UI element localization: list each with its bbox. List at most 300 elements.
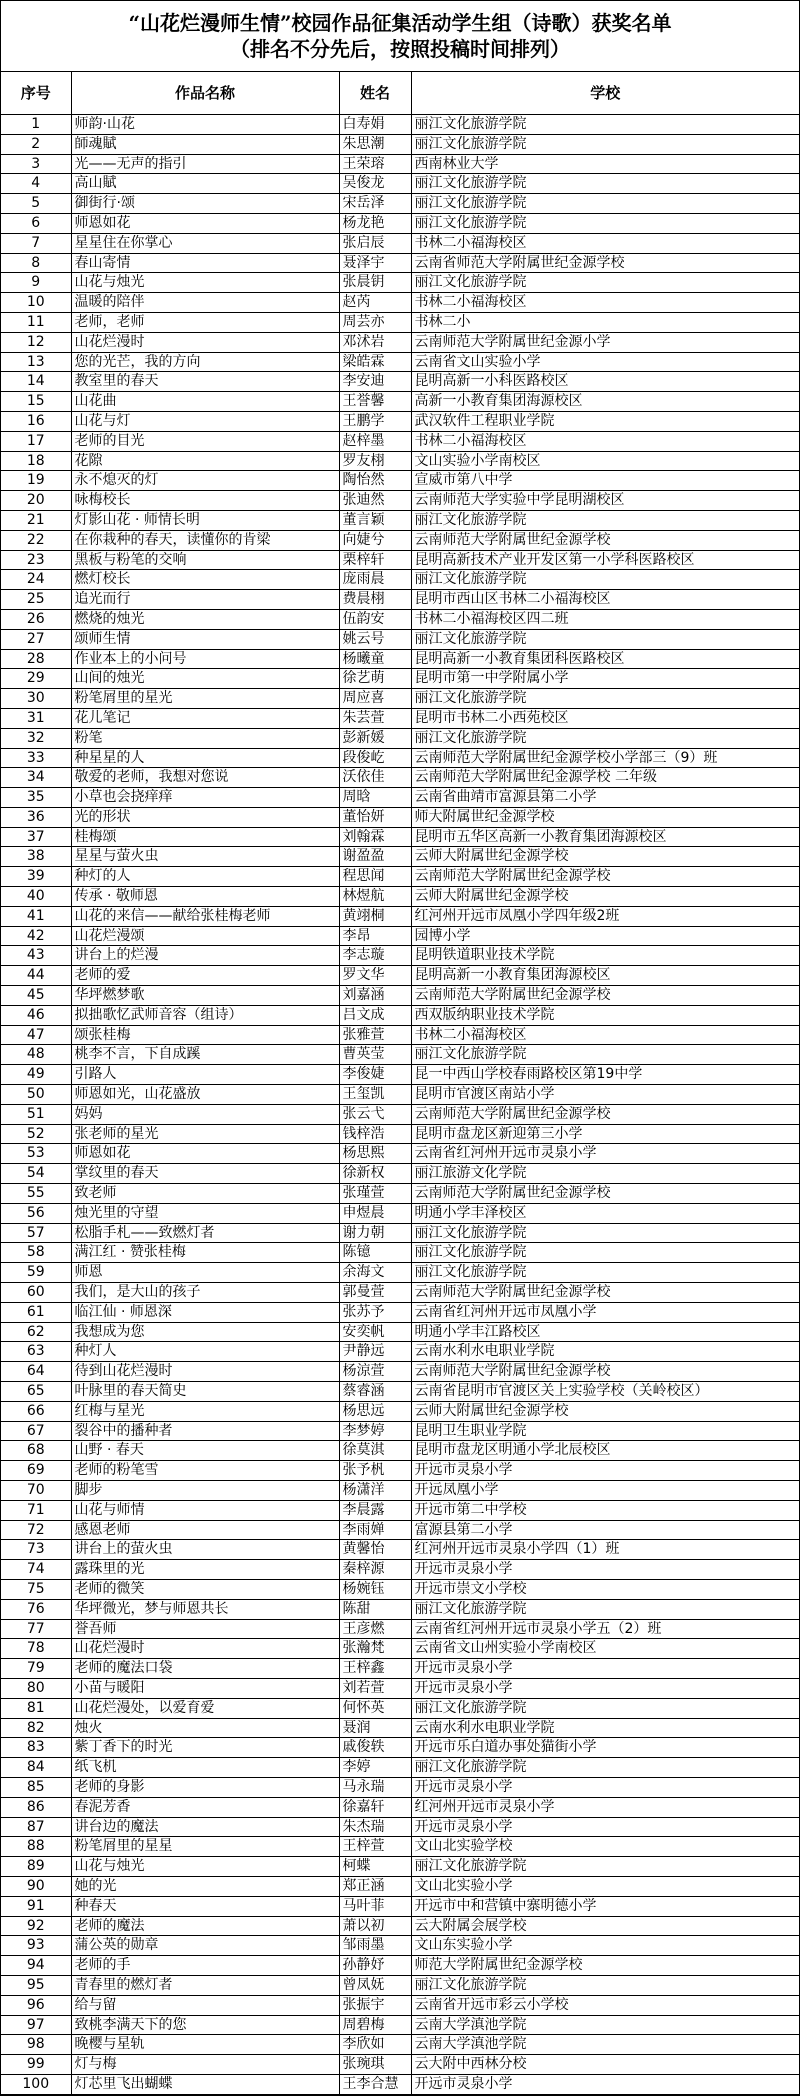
table-row [1, 570, 799, 590]
table-row [1, 2074, 799, 2094]
cell-name: 张瑾萱 [339, 1184, 411, 1204]
cell-name: 谢盈盈 [339, 847, 411, 867]
cell-name: 曾凤妩 [339, 1975, 411, 1995]
cell-work: 敬爱的老师，我想对您说 [71, 768, 339, 788]
table-row [1, 1916, 799, 1936]
cell-no: 18 [1, 451, 71, 471]
cell-name: 董言颖 [339, 510, 411, 530]
table-row [1, 293, 799, 313]
cell-name: 李晨露 [339, 1500, 411, 1520]
cell-school: 丽江文化旅游学院 [411, 1045, 799, 1065]
table-row [1, 1659, 799, 1679]
cell-name: 王李合慧 [339, 2074, 411, 2094]
cell-name: 邓沭岩 [339, 332, 411, 352]
cell-work: 粉笔 [71, 728, 339, 748]
cell-school: 昆明市西山区书林二小福海校区 [411, 590, 799, 610]
cell-school: 昆明市五华区高新一小教育集团海源校区 [411, 827, 799, 847]
table-row [1, 1401, 799, 1421]
table-row [1, 194, 799, 214]
cell-no: 52 [1, 1124, 71, 1144]
cell-name: 张苏予 [339, 1302, 411, 1322]
cell-work: 温暖的陪伴 [71, 293, 339, 313]
cell-school: 昆明市官渡区南站小学 [411, 1085, 799, 1105]
cell-school: 云师大附属世纪金源学校 [411, 887, 799, 907]
cell-no: 83 [1, 1738, 71, 1758]
cell-name: 李昂 [339, 926, 411, 946]
table-header-row [1, 72, 799, 115]
cell-school: 云南省曲靖市富源县第二小学 [411, 788, 799, 808]
cell-name: 马永瑞 [339, 1777, 411, 1797]
cell-school: 丽江文化旅游学院 [411, 174, 799, 194]
cell-no: 73 [1, 1540, 71, 1560]
cell-no: 66 [1, 1401, 71, 1421]
cell-school: 昆明高新一小教育集团科医路校区 [411, 649, 799, 669]
cell-no: 71 [1, 1500, 71, 1520]
cell-name: 罗文华 [339, 966, 411, 986]
cell-school: 云南师范大学附属世纪金源学校 [411, 986, 799, 1006]
table-row [1, 649, 799, 669]
cell-work: 传承 · 敬师恩 [71, 887, 339, 907]
table-row [1, 867, 799, 887]
cell-name: 吴俊龙 [339, 174, 411, 194]
cell-no: 81 [1, 1698, 71, 1718]
table-row [1, 115, 799, 135]
table-row [1, 966, 799, 986]
cell-no: 100 [1, 2074, 71, 2094]
cell-name: 徐新权 [339, 1164, 411, 1184]
table-row [1, 1184, 799, 1204]
cell-work: 颂师生情 [71, 629, 339, 649]
cell-no: 14 [1, 372, 71, 392]
cell-school: 云南师范大学附属世纪金源学校 [411, 1184, 799, 1204]
cell-school: 云南师范大学附属世纪金源学校 [411, 1104, 799, 1124]
cell-school: 开远市灵泉小学 [411, 1777, 799, 1797]
cell-work: 脚步 [71, 1480, 339, 1500]
cell-work: 星星住在你掌心 [71, 233, 339, 253]
table-row [1, 392, 799, 412]
cell-no: 19 [1, 471, 71, 491]
cell-no: 46 [1, 1005, 71, 1025]
cell-name: 沃依佳 [339, 768, 411, 788]
cell-no: 10 [1, 293, 71, 313]
cell-no: 4 [1, 174, 71, 194]
cell-no: 37 [1, 827, 71, 847]
award-table [1, 72, 799, 2095]
cell-work: 老师的手 [71, 1956, 339, 1976]
cell-no: 84 [1, 1758, 71, 1778]
cell-work: 红梅与星光 [71, 1401, 339, 1421]
cell-work: 花隙 [71, 451, 339, 471]
cell-work: 老师的魔法口袋 [71, 1659, 339, 1679]
table-row [1, 728, 799, 748]
cell-name: 何怀英 [339, 1698, 411, 1718]
cell-name: 戚俊轶 [339, 1738, 411, 1758]
table-row [1, 1382, 799, 1402]
table-row [1, 1263, 799, 1283]
table-row [1, 1441, 799, 1461]
cell-name: 张启辰 [339, 233, 411, 253]
cell-name: 李俊婕 [339, 1065, 411, 1085]
cell-work: 粉笔屑里的星光 [71, 689, 339, 709]
cell-school: 开远市乐白道办事处猫街小学 [411, 1738, 799, 1758]
cell-name: 杨潇洋 [339, 1480, 411, 1500]
cell-work: 师恩如花 [71, 213, 339, 233]
cell-work: 小苗与暖阳 [71, 1678, 339, 1698]
cell-name: 王梓鑫 [339, 1659, 411, 1679]
table-row [1, 748, 799, 768]
table-row [1, 768, 799, 788]
cell-no: 70 [1, 1480, 71, 1500]
cell-school: 丽江文化旅游学院 [411, 728, 799, 748]
cell-name: 陈甜 [339, 1599, 411, 1619]
cell-name: 朱杰瑞 [339, 1817, 411, 1837]
cell-work: 山花烂漫时 [71, 1639, 339, 1659]
cell-school: 园博小学 [411, 926, 799, 946]
cell-name: 王玺凯 [339, 1085, 411, 1105]
cell-work: 山花曲 [71, 392, 339, 412]
table-row [1, 431, 799, 451]
table-row [1, 451, 799, 471]
cell-name: 刘翰霖 [339, 827, 411, 847]
cell-name: 姚云号 [339, 629, 411, 649]
table-row [1, 1857, 799, 1877]
cell-name: 杨婉钰 [339, 1579, 411, 1599]
table-row [1, 1837, 799, 1857]
cell-work: 青春里的燃灯者 [71, 1975, 339, 1995]
cell-school: 云南省昆明市官渡区关上实验学校（关岭校区） [411, 1382, 799, 1402]
table-row [1, 253, 799, 273]
cell-school: 云南师范大学附属世纪金源学校 二年级 [411, 768, 799, 788]
cell-work: 星星与萤火虫 [71, 847, 339, 867]
cell-work: 老师的微笑 [71, 1579, 339, 1599]
table-body [1, 115, 799, 2095]
cell-name: 聂润 [339, 1718, 411, 1738]
cell-no: 44 [1, 966, 71, 986]
cell-school: 文山北实验小学 [411, 1876, 799, 1896]
table-row [1, 154, 799, 174]
cell-no: 45 [1, 986, 71, 1006]
cell-school: 丽江文化旅游学院 [411, 1857, 799, 1877]
cell-no: 41 [1, 906, 71, 926]
cell-no: 96 [1, 1995, 71, 2015]
cell-name: 黄翊桐 [339, 906, 411, 926]
table-row [1, 1025, 799, 1045]
cell-school: 云南省红河州开远市灵泉小学 [411, 1144, 799, 1164]
cell-no: 98 [1, 2035, 71, 2055]
cell-no: 27 [1, 629, 71, 649]
cell-no: 59 [1, 1263, 71, 1283]
cell-no: 40 [1, 887, 71, 907]
cell-no: 72 [1, 1520, 71, 1540]
cell-no: 5 [1, 194, 71, 214]
cell-work: 咏梅校长 [71, 491, 339, 511]
table-row [1, 1203, 799, 1223]
cell-work: 山野 · 春天 [71, 1441, 339, 1461]
cell-school: 丽江文化旅游学院 [411, 1758, 799, 1778]
table-row [1, 1302, 799, 1322]
cell-work: 桃李不言，下自成蹊 [71, 1045, 339, 1065]
cell-work: 纸飞机 [71, 1758, 339, 1778]
cell-name: 杨思远 [339, 1401, 411, 1421]
cell-no: 62 [1, 1322, 71, 1342]
cell-no: 67 [1, 1421, 71, 1441]
cell-name: 蔡睿涵 [339, 1382, 411, 1402]
cell-school: 高新一小教育集团海源校区 [411, 392, 799, 412]
table-row [1, 1461, 799, 1481]
cell-name: 张雅萱 [339, 1025, 411, 1045]
cell-work: 张老师的星光 [71, 1124, 339, 1144]
cell-no: 24 [1, 570, 71, 590]
cell-school: 文山北实验学校 [411, 1837, 799, 1857]
cell-name: 秦梓源 [339, 1560, 411, 1580]
table-row [1, 273, 799, 293]
cell-school: 丽江文化旅游学院 [411, 1243, 799, 1263]
cell-school: 云南水利水电职业学院 [411, 1342, 799, 1362]
cell-work: 叶脉里的春天简史 [71, 1382, 339, 1402]
cell-work: 临江仙 · 师恩深 [71, 1302, 339, 1322]
table-row [1, 134, 799, 154]
cell-school: 书林二小福海校区 [411, 293, 799, 313]
cell-work: 作业本上的小问号 [71, 649, 339, 669]
table-row [1, 1243, 799, 1263]
cell-work: 讲台边的魔法 [71, 1817, 339, 1837]
cell-work: 我们，是大山的孩子 [71, 1283, 339, 1303]
cell-no: 77 [1, 1619, 71, 1639]
table-row [1, 1678, 799, 1698]
cell-name: 周应喜 [339, 689, 411, 709]
cell-no: 33 [1, 748, 71, 768]
cell-work: 感恩老师 [71, 1520, 339, 1540]
cell-school: 云南师范大学附属世纪金源学校 [411, 530, 799, 550]
cell-work: 花儿笔记 [71, 708, 339, 728]
cell-no: 57 [1, 1223, 71, 1243]
cell-no: 29 [1, 669, 71, 689]
cell-name: 聂泽宇 [339, 253, 411, 273]
cell-name: 向婕兮 [339, 530, 411, 550]
cell-name: 宋岳泽 [339, 194, 411, 214]
table-row [1, 471, 799, 491]
cell-name: 周芸亦 [339, 312, 411, 332]
cell-name: 程思闻 [339, 867, 411, 887]
cell-name: 陶怡然 [339, 471, 411, 491]
cell-no: 91 [1, 1896, 71, 1916]
table-row [1, 788, 799, 808]
cell-work: 烛火 [71, 1718, 339, 1738]
table-row [1, 1283, 799, 1303]
cell-name: 梁皓霖 [339, 352, 411, 372]
cell-work: 师恩如花 [71, 1144, 339, 1164]
cell-no: 23 [1, 550, 71, 570]
cell-name: 刘若萱 [339, 1678, 411, 1698]
table-row [1, 1322, 799, 1342]
cell-school: 开远凤凰小学 [411, 1480, 799, 1500]
cell-work: 黑板与粉笔的交响 [71, 550, 339, 570]
cell-name: 陈镱 [339, 1243, 411, 1263]
cell-no: 68 [1, 1441, 71, 1461]
cell-name: 徐莫淇 [339, 1441, 411, 1461]
table-row [1, 807, 799, 827]
cell-no: 65 [1, 1382, 71, 1402]
cell-school: 云南水利水电职业学院 [411, 1718, 799, 1738]
cell-work: 种星星的人 [71, 748, 339, 768]
cell-work: 山花烂漫处，以爱育爱 [71, 1698, 339, 1718]
cell-school: 云大附中西林分校 [411, 2055, 799, 2075]
table-row [1, 1956, 799, 1976]
cell-school: 文山东实验小学 [411, 1936, 799, 1956]
cell-school: 师大附属世纪金源学校 [411, 807, 799, 827]
cell-work: 待到山花烂漫时 [71, 1362, 339, 1382]
table-row [1, 1777, 799, 1797]
cell-school: 开远市灵泉小学 [411, 2074, 799, 2094]
cell-school: 师范大学附属世纪金源学校 [411, 1956, 799, 1976]
cell-no: 32 [1, 728, 71, 748]
cell-name: 王梓萱 [339, 1837, 411, 1857]
cell-name: 段俊屹 [339, 748, 411, 768]
cell-no: 56 [1, 1203, 71, 1223]
cell-school: 开远市灵泉小学 [411, 1461, 799, 1481]
cell-name: 李安迪 [339, 372, 411, 392]
cell-school: 丽江文化旅游学院 [411, 1263, 799, 1283]
cell-work: 给与留 [71, 1995, 339, 2015]
cell-no: 61 [1, 1302, 71, 1322]
table-row [1, 1758, 799, 1778]
cell-no: 22 [1, 530, 71, 550]
cell-work: 致老师 [71, 1184, 339, 1204]
cell-name: 朱芸萱 [339, 708, 411, 728]
cell-name: 张迪然 [339, 491, 411, 511]
cell-work: 引路人 [71, 1065, 339, 1085]
cell-name: 罗友栩 [339, 451, 411, 471]
cell-work: 紫丁香下的时光 [71, 1738, 339, 1758]
cell-no: 51 [1, 1104, 71, 1124]
cell-name: 白寿娟 [339, 115, 411, 135]
cell-school: 书林二小福海校区 [411, 233, 799, 253]
cell-no: 16 [1, 411, 71, 431]
cell-work: 燃灯校长 [71, 570, 339, 590]
table-row [1, 550, 799, 570]
cell-work: 山花烂漫颂 [71, 926, 339, 946]
cell-no: 17 [1, 431, 71, 451]
title-line-2: （排名不分先后，按照投稿时间排列） [230, 37, 570, 61]
cell-school: 书林二小福海校区 [411, 431, 799, 451]
table-row [1, 1639, 799, 1659]
cell-no: 69 [1, 1461, 71, 1481]
cell-work: 在你栽种的春天，读懂你的肯梁 [71, 530, 339, 550]
cell-school: 丽江文化旅游学院 [411, 1599, 799, 1619]
cell-work: 满江红 · 赞张桂梅 [71, 1243, 339, 1263]
cell-name: 郑正涵 [339, 1876, 411, 1896]
cell-name: 曹英莹 [339, 1045, 411, 1065]
cell-name: 李志璇 [339, 946, 411, 966]
table-row [1, 332, 799, 352]
cell-work: 桂梅颂 [71, 827, 339, 847]
cell-work: 华坪微光，梦与师恩共长 [71, 1599, 339, 1619]
cell-name: 徐艺萌 [339, 669, 411, 689]
cell-no: 3 [1, 154, 71, 174]
cell-work: 灯芯里飞出蝴蝶 [71, 2074, 339, 2094]
cell-no: 49 [1, 1065, 71, 1085]
cell-work: 裂谷中的播种者 [71, 1421, 339, 1441]
cell-school: 开远市灵泉小学 [411, 1678, 799, 1698]
cell-no: 90 [1, 1876, 71, 1896]
table-row [1, 1797, 799, 1817]
cell-no: 94 [1, 1956, 71, 1976]
cell-school: 丽江文化旅游学院 [411, 273, 799, 293]
cell-work: 追光而行 [71, 590, 339, 610]
cell-no: 31 [1, 708, 71, 728]
cell-school: 丽江文化旅游学院 [411, 510, 799, 530]
table-row [1, 510, 799, 530]
cell-no: 76 [1, 1599, 71, 1619]
table-row [1, 1738, 799, 1758]
cell-school: 书林二小福海校区 [411, 1025, 799, 1045]
cell-school: 红河州开远市灵泉小学四（1）班 [411, 1540, 799, 1560]
cell-name: 杨曦童 [339, 649, 411, 669]
table-row [1, 1698, 799, 1718]
cell-school: 明通小学丰江路校区 [411, 1322, 799, 1342]
cell-no: 74 [1, 1560, 71, 1580]
table-row [1, 1540, 799, 1560]
table-row [1, 986, 799, 1006]
cell-no: 92 [1, 1916, 71, 1936]
cell-school: 宣威市第八中学 [411, 471, 799, 491]
cell-name: 马叶菲 [339, 1896, 411, 1916]
cell-school: 昆明高新一小教育集团海源校区 [411, 966, 799, 986]
cell-school: 云南省红河州开远市凤凰小学 [411, 1302, 799, 1322]
cell-name: 尹静远 [339, 1342, 411, 1362]
cell-no: 80 [1, 1678, 71, 1698]
cell-name: 李雨婵 [339, 1520, 411, 1540]
cell-work: 光的形状 [71, 807, 339, 827]
cell-name: 张琬琪 [339, 2055, 411, 2075]
cell-work: 永不熄灭的灯 [71, 471, 339, 491]
cell-school: 丽江文化旅游学院 [411, 1223, 799, 1243]
cell-work: 华坪燃梦歌 [71, 986, 339, 1006]
table-row [1, 2015, 799, 2035]
cell-name: 伍韵安 [339, 609, 411, 629]
cell-work: 妈妈 [71, 1104, 339, 1124]
cell-name: 周碧梅 [339, 2015, 411, 2035]
table-row [1, 352, 799, 372]
cell-school: 云大附属会展学校 [411, 1916, 799, 1936]
table-row [1, 1560, 799, 1580]
cell-school: 丽江文化旅游学院 [411, 134, 799, 154]
table-row [1, 491, 799, 511]
cell-no: 55 [1, 1184, 71, 1204]
cell-school: 西双版纳职业技术学院 [411, 1005, 799, 1025]
cell-work: 山间的烛光 [71, 669, 339, 689]
cell-name: 董怡妍 [339, 807, 411, 827]
table-row [1, 1500, 799, 1520]
cell-work: 她的光 [71, 1876, 339, 1896]
cell-name: 徐嘉轩 [339, 1797, 411, 1817]
table-row [1, 946, 799, 966]
cell-no: 82 [1, 1718, 71, 1738]
cell-name: 申煜晨 [339, 1203, 411, 1223]
cell-no: 60 [1, 1283, 71, 1303]
cell-no: 95 [1, 1975, 71, 1995]
cell-work: 光——无声的指引 [71, 154, 339, 174]
cell-work: 烛光里的守望 [71, 1203, 339, 1223]
cell-no: 39 [1, 867, 71, 887]
cell-work: 春泥芳香 [71, 1797, 339, 1817]
cell-name: 王彦燃 [339, 1619, 411, 1639]
cell-work: 晚樱与星轨 [71, 2035, 339, 2055]
cell-no: 64 [1, 1362, 71, 1382]
cell-work: 山花与烛光 [71, 273, 339, 293]
header-school: 学校 [411, 72, 799, 115]
cell-work: 山花与师情 [71, 1500, 339, 1520]
